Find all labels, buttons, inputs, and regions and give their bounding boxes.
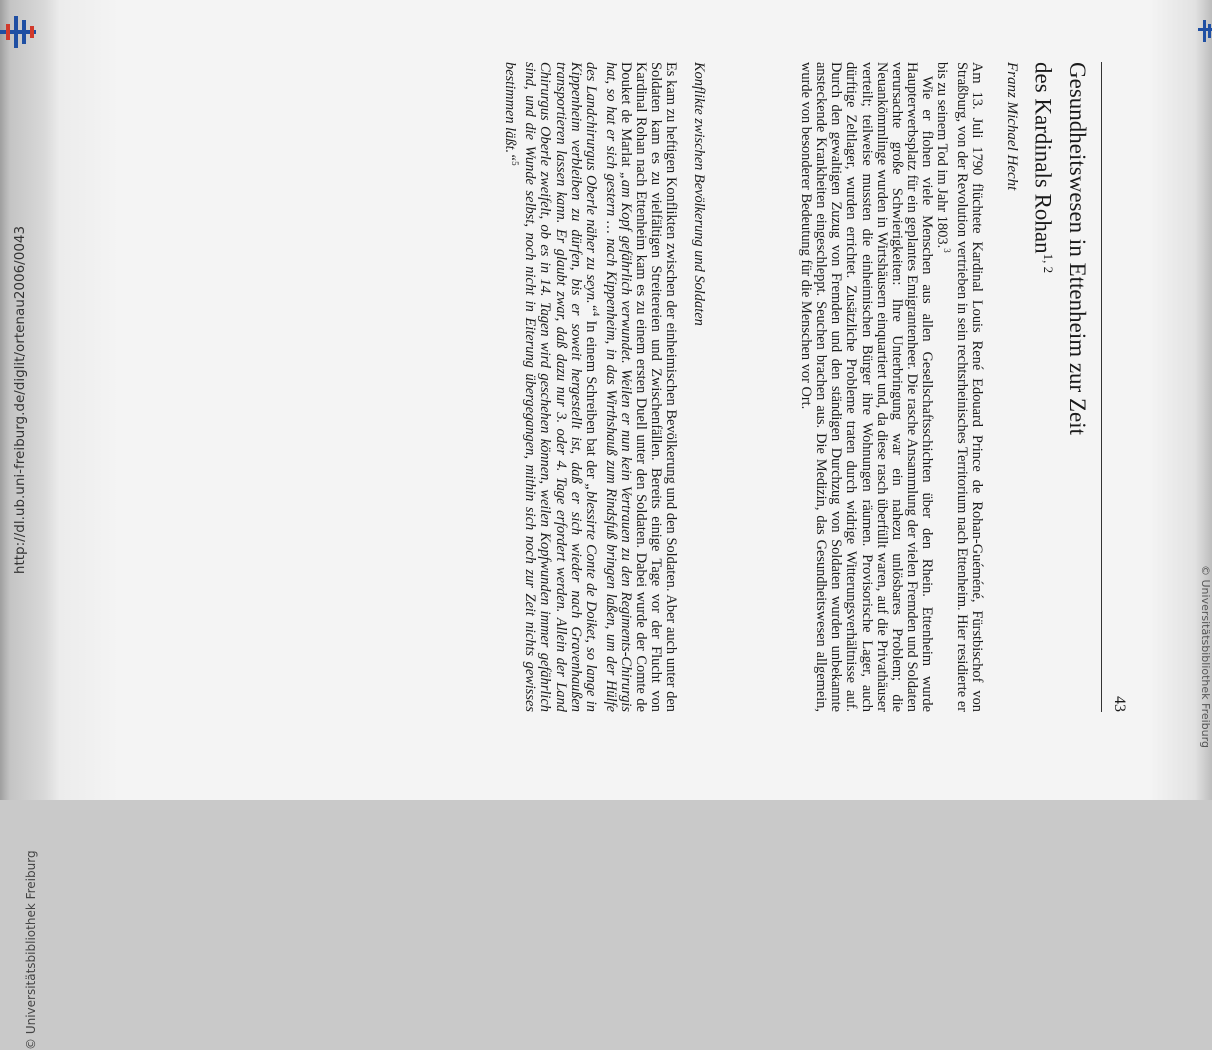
paragraph-1 bbox=[934, 62, 984, 712]
paragraph-3-part-b: In einem Schreiben bat der bbox=[582, 316, 599, 484]
page-title bbox=[1028, 62, 1092, 712]
side-url-strip bbox=[0, 0, 40, 1050]
side-copyright: © Universitätsbibliothek Freiburg bbox=[24, 850, 38, 1050]
paragraph-3 bbox=[502, 62, 678, 712]
footnote-ref-4: 4 bbox=[590, 311, 601, 317]
paragraph-1-text: Am 13. Juli 1790 flüchtete Kardinal Louis René Edouard Prince de Rohan-Guéméné, Fürstbischof von Straßburg, von der Revolution vertrieben in sein rechtsrheinisches Territorium nach Ettenheim. Hier residierte er bis zu seinem Tod im Jahr 1803. bbox=[934, 62, 985, 712]
right-edge-strip bbox=[1194, 0, 1212, 800]
section-heading: Konflikte zwischen Bevölkerung und Soldaten bbox=[691, 62, 707, 326]
title-footnote-ref: 1, 2 bbox=[1041, 253, 1056, 274]
quote-2: „blessirte Conte de Doiket, so lange in Kippenheim verbleiben zu dürfen, bis er soweit hergestellt ist, daß er sich wieder nach Gravenhaußen transportieren lassen kann. Er glaubt zwar, daß dazu nur 3. oder 4. Tage erfordert werden. Allein der Land Chirurgus Oberle zweifelt, ob es in 14. Tagen wird geschehen können, weilen Kopfwunden immer gefährlich sind, und die Wunde selbst, noch nicht in Eiterung übergegangen, mithin sich noch zur Zeit nichts gewisses bestimmen läßt.“ bbox=[502, 62, 599, 712]
title-line-2: des Kardinals Rohan bbox=[1030, 62, 1056, 254]
page-number: 43 bbox=[1111, 696, 1128, 712]
paragraph-2: Wie er flohen viele Menschen aus allen Gesellschaftsschichten über den Rhein. Ettenheim wurde Haupterwerbsplatz für ein geplantes Emigrantenheer. Die rasche Ansammlung der vielen Fremden und Soldaten verursachte große Schwierigkeiten: Ihre Unterbringung war ein nahezu unlösbares Problem; die Neuankömmlinge wurden in Wirtshäusern einquartiert und, da diese rasch überfüllt waren, auf die Privathäuser verteilt; teilweise mussten die einheimischen Bürger ihre Wohnungen räumen. Provisorische Lager, auch dürftige Zeltlager, wurden errichtet. Zusätzliche Probleme traten durch widrige Witterungsverhältnisse auf. Durch den gewaltigen Zuzug von Fremden und den ständigen Durchzug von Soldaten wurden unbekannte ansteckende Krankheiten eingeschleppt. Seuchen brachen aus. Die Medizin, das Gesundheitswesen allgemein, wurde von besonderer Bedeutung für die Menschen vor Ort. bbox=[798, 62, 935, 712]
quote-1: „am Kopf gefährlich verwundet. Weilen er nun kein Vertrauen zu den Regiments-Chirurgis hat, so hat er sich gestern … nach Kippenheim, in das Wirthshauß zum Rindsfuß bringen laßen, um der Hülfe des Landchirurgus Oberle näher zu seyn.“ bbox=[582, 62, 634, 712]
right-edge-text: © Universitätsbibliothek Freiburg bbox=[1199, 565, 1212, 748]
section-text bbox=[502, 62, 678, 712]
book-page bbox=[130, 62, 1128, 712]
footnote-ref-5: 5 bbox=[510, 161, 521, 166]
header-rule bbox=[1101, 62, 1102, 712]
side-url[interactable]: http://dl.ub.uni-freiburg.de/diglit/ortenau2006/0043 bbox=[12, 225, 28, 575]
author-name: Franz Michael Hecht bbox=[1004, 62, 1020, 191]
title-line-1: Gesundheitswesen in Ettenheim zur Zeit bbox=[1065, 62, 1090, 436]
intro-text bbox=[798, 62, 984, 712]
footnote-ref-3: 3 bbox=[941, 248, 952, 253]
paragraph-3-part-a: Es kam zu heftigen Konflikten zwischen der einheimischen Bevölkerung und den Soldaten. Aber auch unter den Soldaten kam es zu vielfältigen Streitereien und Zwischenfällen. Bereits einige Tage vor der Flucht von Kardinal Rohan nach Ettenheim kam es zu einem ersten Duell unter den Soldaten. Dabei wurde der Comte de Douket de Marlat bbox=[617, 62, 679, 712]
